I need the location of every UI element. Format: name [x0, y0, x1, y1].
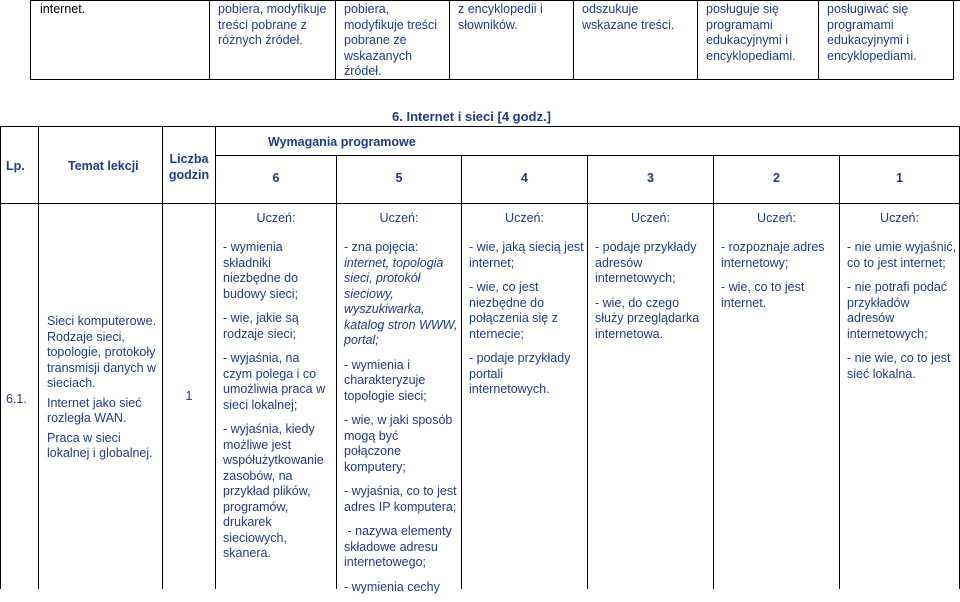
- topic-line: Sieci komputerowe. Rodzaje sieci, topologie, protokoły transmisji danych w sieciach.: [47, 314, 157, 390]
- level-5: 5: [395, 171, 403, 185]
- level-3: 3: [647, 171, 654, 185]
- divider: [38, 126, 39, 589]
- header-temat: Temat lekcji: [68, 159, 139, 173]
- divider: [818, 0, 819, 80]
- row-lp: 6.1.: [6, 392, 27, 406]
- requirement-item: - wymienia składniki niezbędne do budowy sieci;: [223, 240, 299, 301]
- top-cell: posługuje się programami edukacyjnymi i encyklopediami.: [706, 2, 796, 63]
- requirement-item: - wyjaśnia, co to jest adres IP komputera;: [344, 484, 457, 514]
- uczen-label: Uczeń:: [505, 211, 544, 225]
- top-cell: pobiera, modyfikuje treści pobrane ze wskazanych źródeł.: [344, 2, 438, 78]
- header-bottom: [0, 203, 960, 204]
- uczen-label: Uczeń:: [631, 211, 670, 225]
- top-cell: odszukuje wskazane treści.: [582, 2, 675, 32]
- requirements-level-4: [469, 240, 584, 405]
- uczen-label: Uczeń:: [256, 211, 296, 225]
- divider: [0, 126, 1, 589]
- section-title: 6. Internet i sieci [4 godz.]: [392, 109, 551, 124]
- uczen-label: Uczeń:: [880, 211, 919, 225]
- lesson-topic: [47, 314, 159, 469]
- requirement-prefix: - zna pojęcia:: [344, 240, 419, 254]
- requirements-level-3: [595, 240, 710, 349]
- requirement-item: - wyjaśnia, na czym polega i co umożliwia praca w sieci lokalnej;: [223, 351, 326, 412]
- requirement-item: - wyjaśnia, kiedy możliwe jest współużytkowanie zasobów, na przykład plików, programów, drukarek sieciowych, skanera.: [223, 422, 324, 560]
- requirement-item: - wie, co jest niezbędne do połączenia się z nternecie;: [469, 280, 572, 341]
- requirements-level-5: [344, 240, 458, 602]
- requirement-item: - rozpoznaje adres internetowy;: [721, 240, 825, 270]
- uczen-label: Uczeń:: [757, 211, 796, 225]
- requirements-level-1: [847, 240, 957, 389]
- header-wymagania: Wymagania programowe: [268, 135, 416, 149]
- level-6: 6: [272, 171, 280, 185]
- divider: [215, 126, 216, 589]
- requirements-level-6: [223, 240, 331, 569]
- requirement-item: - wie, jakie są rodzaje sieci;: [223, 311, 299, 341]
- divider: [162, 126, 163, 589]
- requirement-item: - nie wie, co to jest sieć lokalna.: [847, 351, 951, 381]
- level-4: 4: [521, 171, 528, 185]
- uczen-label: Uczeń:: [379, 211, 419, 225]
- requirement-item: - podaje przykłady adresów internetowych;: [595, 240, 697, 285]
- header-top: [0, 126, 960, 127]
- requirement-item: - wymienia cechy: [344, 579, 440, 594]
- divider: [209, 0, 210, 80]
- divider: [697, 0, 698, 80]
- divider: [953, 0, 954, 80]
- top-cell: z encyklopedii i słowników.: [458, 2, 543, 32]
- header-liczba-godzin: Liczba godzin: [168, 152, 210, 182]
- divider: [30, 0, 31, 80]
- requirement-item: - wie, do czego służy przeglądarka internetowa.: [595, 295, 700, 341]
- divider: [335, 0, 336, 80]
- lesson-hours: 1: [185, 389, 193, 403]
- level-1: 1: [896, 171, 903, 185]
- top-cell: internet.: [40, 2, 86, 16]
- requirement-item: - wie, co to jest internet.: [721, 280, 805, 310]
- topic-line: Internet jako sieć rozległa WAN.: [47, 395, 142, 425]
- divider: [449, 0, 450, 80]
- top-row-bottom: [30, 79, 954, 80]
- requirement-terms: internet, topologia sieci, protokół sieciowy, wyszukiwarka, katalog stron WWW, portal;: [344, 255, 458, 347]
- top-cell: pobiera, modyfikuje treści pobrane z różnych źródeł.: [218, 2, 327, 47]
- divider: [573, 0, 574, 80]
- requirement-item: - nie umie wyjaśnić, co to jest internet;: [847, 240, 957, 270]
- requirement-item: - wie, jaką siecią jest internet;: [469, 240, 584, 270]
- requirements-level-2: [721, 240, 836, 318]
- requirement-item: - wie, w jaki sposób mogą być połączone komputery;: [344, 413, 453, 474]
- topic-line: Praca w sieci lokalnej i globalnej.: [47, 430, 153, 460]
- requirement-item: - nie potrafi podać przykładów adresów internetowych;: [847, 280, 948, 341]
- level-2: 2: [773, 171, 780, 185]
- top-cell: posługiwać się programami edukacyjnymi i encyklopediami.: [827, 2, 917, 63]
- requirement-item: - podaje przykłady portali internetowych.: [469, 351, 571, 396]
- requirement-item: - wymienia i charakteryzuje topologie sieci;: [344, 357, 427, 403]
- header-lp: Lp.: [6, 159, 25, 173]
- requirement-item: - nazywa elementy składowe adresu internetowego;: [344, 524, 456, 569]
- top-border: [30, 0, 960, 1]
